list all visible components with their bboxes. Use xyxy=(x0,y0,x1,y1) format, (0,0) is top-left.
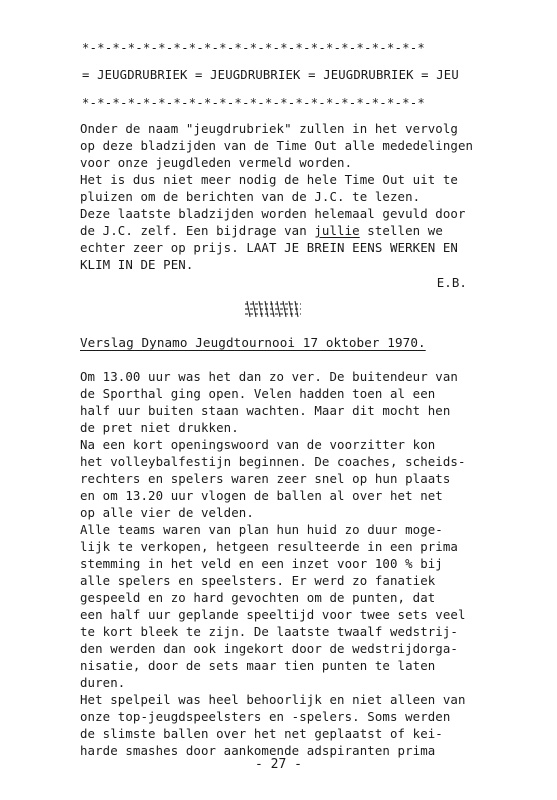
intro-line-8: echter zeer op prijs. LAAT JE BREIN EENS WERKEN EN xyxy=(80,240,458,255)
article-line: het volleybalfestijn beginnen. De coaches, scheids- xyxy=(80,454,466,469)
intro-line-4: Het is dus niet meer nodig de hele Time Out uit te xyxy=(80,172,458,187)
article-line: Alle teams waren van plan hun huid zo duur moge- xyxy=(80,522,443,537)
separator-ornament xyxy=(243,298,303,320)
article-line: de slimste ballen over het net geplaatst of kei- xyxy=(80,726,443,741)
intro-line-7-start: de J.C. zelf. Een bijdrage van xyxy=(80,223,315,238)
article-line: nisatie, door de sets maar tien punten te laten xyxy=(80,658,436,673)
intro-signature: E.B. xyxy=(436,275,467,290)
intro-line-7 xyxy=(80,222,443,239)
intro-line-1: Onder de naam "jeugdrubriek" zullen in het vervolg xyxy=(80,121,458,136)
article-line: op alle vier de velden. xyxy=(80,505,254,520)
article-title: Verslag Dynamo Jeugdtournooi 17 oktober 1970. xyxy=(80,335,426,350)
article-line: Het spelpeil was heel behoorlijk en niet alleen van xyxy=(80,692,466,707)
article-line: harde smashes door aankomende adspiranten prima xyxy=(80,743,436,758)
intro-line-7-end: stellen we xyxy=(359,223,443,238)
header-border-bottom: *-*-*-*-*-*-*-*-*-*-*-*-*-*-*-*-*-*-*-*-*-*-* xyxy=(82,96,426,110)
intro-emphasis-jullie: jullie xyxy=(314,223,360,238)
article-line: duren. xyxy=(80,675,126,690)
intro-line-3: voor onze jeugdleden vermeld worden. xyxy=(80,155,353,170)
article-line: alle spelers en speelsters. Er werd zo fanatiek xyxy=(80,573,436,588)
article-line: de Sporthal ging open. Velen hadden toen al een xyxy=(80,386,436,401)
page-number: - 27 - xyxy=(255,757,302,772)
intro-line-9: KLIM IN DE PEN. xyxy=(80,257,194,272)
article-line: stemming in het veld en een inzet voor 100 % bij xyxy=(80,556,443,571)
header-banner: = JEUGDRUBRIEK = JEUGDRUBRIEK = JEUGDRUBRIEK = JEU xyxy=(82,68,459,82)
intro-line-2: op deze bladzijden van de Time Out alle mededelingen xyxy=(80,138,474,153)
article-line: gespeeld en zo hard gevochten om de punten, dat xyxy=(80,590,436,605)
article-line: te kort bleek te zijn. De laatste twaalf wedstrij- xyxy=(80,624,458,639)
article-line: Na een kort openingswoord van de voorzitter kon xyxy=(80,437,436,452)
article-line: de pret niet drukken. xyxy=(80,420,239,435)
article-line: lijk te verkopen, hetgeen resulteerde in een prima xyxy=(80,539,458,554)
article-line: rechters en spelers waren zeer snel op hun plaats xyxy=(80,471,451,486)
intro-line-6: Deze laatste bladzijden worden helemaal gevuld door xyxy=(80,206,466,221)
intro-line-5: pluizen om de berichten van de J.C. te lezen. xyxy=(80,189,421,204)
article-line: onze top-jeugdspeelsters en -spelers. Soms werden xyxy=(80,709,451,724)
header-border-top: *-*-*-*-*-*-*-*-*-*-*-*-*-*-*-*-*-*-*-*-*-*-* xyxy=(82,41,426,55)
article-line: een half uur geplande speeltijd voor twee sets veel xyxy=(80,607,466,622)
article-line: en om 13.20 uur vlogen de ballen al over het net xyxy=(80,488,443,503)
article-line: den werden dan ook ingekort door de wedstrijdorga- xyxy=(80,641,458,656)
article-line: Om 13.00 uur was het dan zo ver. De buitendeur van xyxy=(80,369,458,384)
article-line: half uur buiten staan wachten. Maar dit mocht hen xyxy=(80,403,451,418)
